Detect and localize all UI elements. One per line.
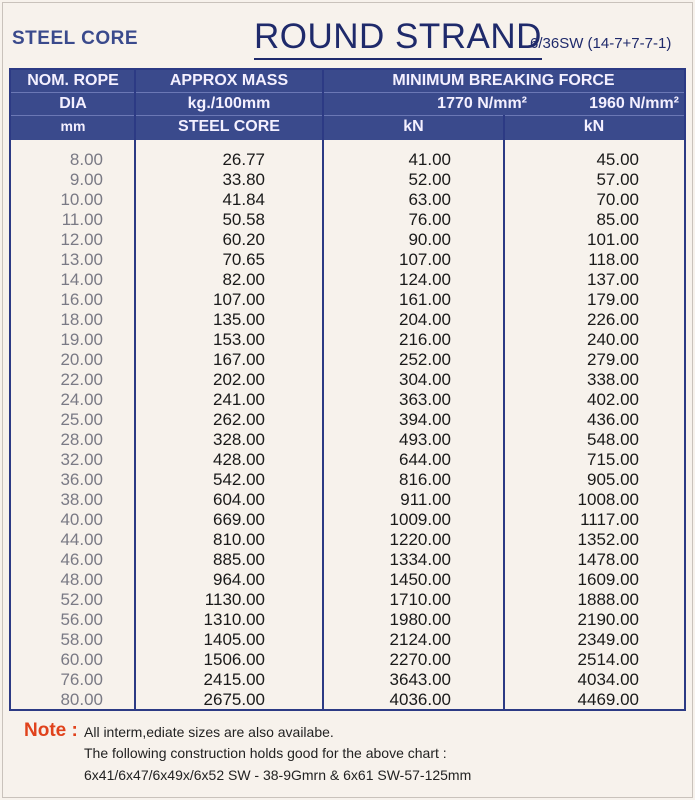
table-cell: 3643.00 [389,670,451,689]
table-cell: 2190.00 [577,610,639,629]
table-cell: 2514.00 [577,650,639,669]
column-rope-dia [11,150,103,710]
table-cell: 402.00 [587,390,639,409]
table-cell: 493.00 [399,430,451,449]
table-cell: 2675.00 [203,690,265,709]
table-cell: 1405.00 [203,630,265,649]
table-cell: 107.00 [213,290,265,309]
note-line: The following construction holds good for the above chart : [84,745,447,761]
table-cell: 1478.00 [577,550,639,569]
table-cell: 40.00 [60,510,103,529]
table-cell: 153.00 [213,330,265,349]
header-divider [11,92,684,93]
table-cell: 18.00 [60,310,103,329]
table-cell: 85.00 [596,210,639,229]
table-cell: 542.00 [213,470,265,489]
table-cell: 1450.00 [389,570,451,589]
table-cell: 1310.00 [203,610,265,629]
table-cell: 1334.00 [389,550,451,569]
table-cell: 548.00 [587,430,639,449]
table-cell: 46.00 [60,550,103,569]
page-title: ROUND STRAND [254,18,542,60]
table-cell: 394.00 [399,410,451,429]
header-col2-line1: APPROX MASS [169,72,289,89]
table-cell: 216.00 [399,330,451,349]
table-cell: 19.00 [60,330,103,349]
note-line: All interm,ediate sizes are also availabe. [84,724,334,740]
table-cell: 810.00 [213,530,265,549]
note [24,720,78,742]
table-cell: 1352.00 [577,530,639,549]
table-cell: 252.00 [399,350,451,369]
table-cell: 38.00 [60,490,103,509]
table-cell: 167.00 [213,350,265,369]
table-cell: 13.00 [60,250,103,269]
table-cell: 14.00 [60,270,103,289]
table-cell: 32.00 [60,450,103,469]
table-cell: 11.00 [61,210,103,229]
strand-table [9,68,686,711]
table-cell: 9.00 [69,170,103,189]
table-cell: 4034.00 [577,670,639,689]
column-force-1960 [504,150,639,710]
table-cell: 1009.00 [389,510,451,529]
table-cell: 1710.00 [389,590,451,609]
table-cell: 2124.00 [389,630,451,649]
table-cell: 76.00 [60,670,103,689]
table-cell: 161.00 [399,290,451,309]
header-col3-line2: kN [403,118,424,135]
construction-spec: 6/36SW (14-7+7-7-1) [530,35,672,52]
table-cell: 60.20 [222,230,265,249]
header-col1-line2: DIA [59,95,87,112]
table-cell: 50.58 [222,210,265,229]
table-cell: 52.00 [408,170,451,189]
table-cell: 644.00 [399,450,451,469]
table-cell: 101.00 [587,230,639,249]
table-cell: 1130.00 [204,590,265,609]
table-cell: 41.84 [222,190,265,209]
header-group: MINIMUM BREAKING FORCE [392,72,615,89]
table-cell: 816.00 [399,470,451,489]
table-cell: 1609.00 [577,570,639,589]
table-cell: 60.00 [60,650,103,669]
table-cell: 2415.00 [203,670,265,689]
header-col2-line3: STEEL CORE [178,118,280,135]
table-cell: 33.80 [222,170,265,189]
table-cell: 2349.00 [577,630,639,649]
table-cell: 45.00 [596,150,639,169]
table-cell: 1220.00 [389,530,451,549]
table-cell: 8.00 [69,150,103,169]
column-force-1770 [323,150,451,710]
table-cell: 56.00 [60,610,103,629]
table-cell: 240.00 [587,330,639,349]
table-cell: 48.00 [60,570,103,589]
table-cell: 12.00 [60,230,103,249]
column-mass [135,150,265,710]
table-cell: 36.00 [60,470,103,489]
header-col3-line1: 1770 N/mm² [437,95,527,112]
table-cell: 4036.00 [389,690,451,709]
table-cell: 118.00 [588,250,639,269]
table-cell: 669.00 [213,510,265,529]
table-cell: 1888.00 [577,590,639,609]
table-cell: 1980.00 [389,610,451,629]
note-label: Note : [24,720,78,741]
table-cell: 202.00 [213,370,265,389]
table-cell: 52.00 [60,590,103,609]
table-cell: 1117.00 [580,510,639,529]
table-cell: 107.00 [399,250,451,269]
table-cell: 338.00 [587,370,639,389]
header-col4-line1: 1960 N/mm² [589,95,679,112]
category-label: STEEL CORE [12,28,139,49]
header-divider [11,115,684,116]
table-cell: 363.00 [399,390,451,409]
table-cell: 428.00 [213,450,265,469]
table-cell: 885.00 [213,550,265,569]
header-col1-line1: NOM. ROPE [27,72,119,89]
table-cell: 57.00 [596,170,639,189]
table-cell: 4469.00 [577,690,639,709]
table-cell: 41.00 [408,150,451,169]
table-cell: 905.00 [587,470,639,489]
table-cell: 262.00 [213,410,265,429]
table-cell: 204.00 [399,310,451,329]
table-cell: 70.65 [222,250,265,269]
table-cell: 63.00 [408,190,451,209]
table-cell: 25.00 [60,410,103,429]
table-cell: 70.00 [596,190,639,209]
table-cell: 279.00 [587,350,639,369]
table-cell: 80.00 [60,690,103,709]
table-cell: 58.00 [60,630,103,649]
table-cell: 604.00 [213,490,265,509]
table-cell: 24.00 [60,390,103,409]
table-cell: 20.00 [60,350,103,369]
table-cell: 124.00 [399,270,451,289]
table-cell: 226.00 [587,310,639,329]
table-cell: 1506.00 [203,650,265,669]
table-cell: 44.00 [60,530,103,549]
table-cell: 28.00 [60,430,103,449]
table-cell: 135.00 [213,310,265,329]
table-cell: 26.77 [222,150,265,169]
table-cell: 715.00 [587,450,639,469]
note-line: 6x41/6x47/6x49x/6x52 SW - 38-9Gmrn & 6x61 SW-57-125mm [84,767,472,783]
table-cell: 16.00 [60,290,103,309]
table-header [11,70,684,140]
table-cell: 911.00 [400,490,451,509]
table-cell: 328.00 [213,430,265,449]
table-cell: 2270.00 [389,650,451,669]
table-cell: 10.00 [60,190,103,209]
table-cell: 436.00 [587,410,639,429]
table-cell: 241.00 [213,390,265,409]
header-col1-line3: mm [60,118,86,134]
table-cell: 90.00 [408,230,451,249]
header-col4-line2: kN [583,118,605,135]
table-cell: 76.00 [408,210,451,229]
table-cell: 179.00 [587,290,639,309]
table-cell: 964.00 [213,570,265,589]
header-col2-line2: kg./100mm [187,95,271,112]
table-cell: 22.00 [60,370,103,389]
table-cell: 1008.00 [577,490,639,509]
table-cell: 137.00 [587,270,639,289]
table-cell: 304.00 [399,370,451,389]
table-cell: 82.00 [222,270,265,289]
